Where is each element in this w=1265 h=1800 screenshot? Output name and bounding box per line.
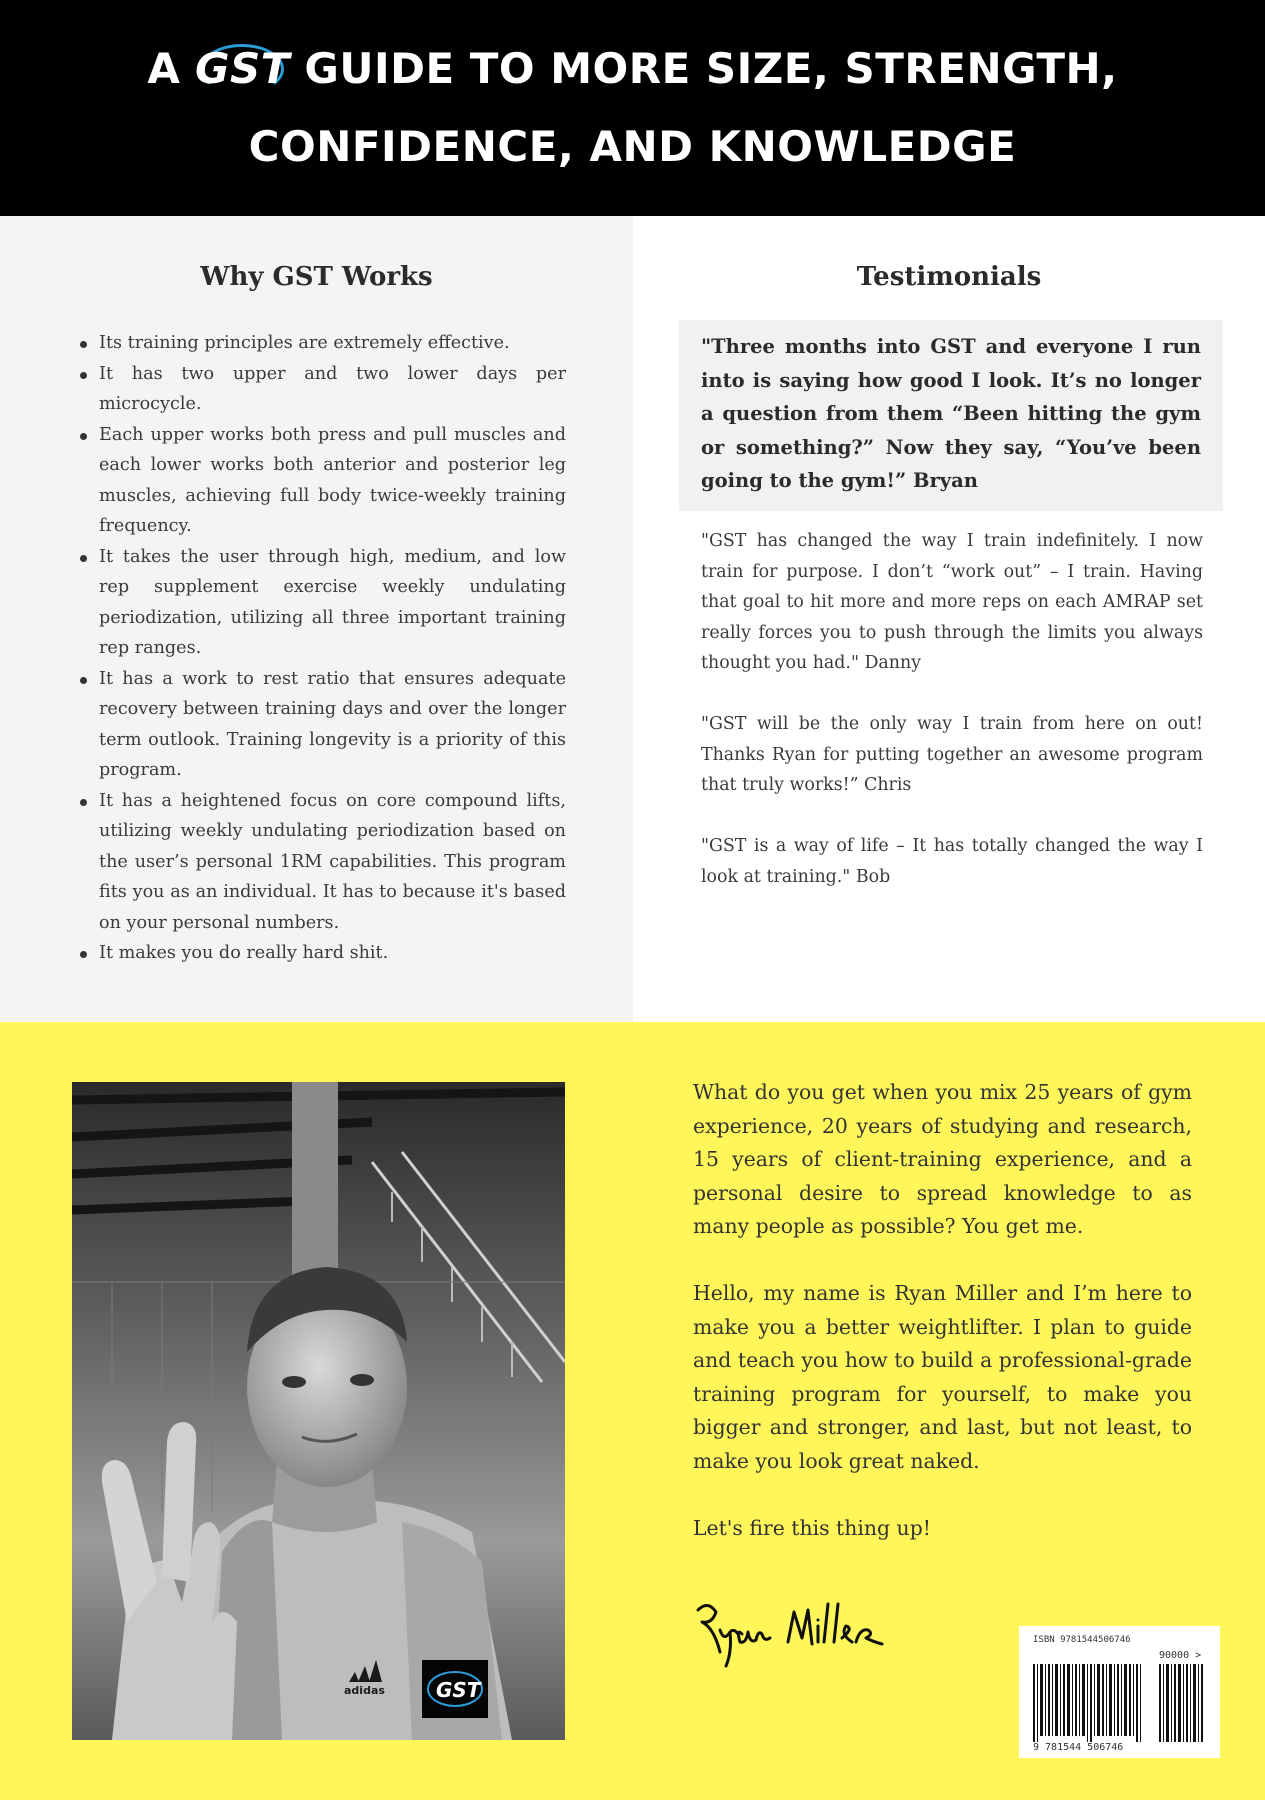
price-code: 90000 > — [1159, 1650, 1202, 1661]
author-section — [0, 1022, 1265, 1800]
testimonials-title: Testimonials — [856, 262, 1042, 292]
header-banner — [0, 0, 1265, 216]
author-signature — [690, 1582, 890, 1672]
bio-paragraph-1: What do you get when you mix 25 years of gym experience, 20 years of studying and research, 15 years of client-training experience, and a personal desire to spread knowledge to as many people as possible? You get me. — [693, 1080, 1192, 1238]
testimonial-chris: "GST will be the only way I train from here on out! Thanks Ryan for putting together an awesome program that truly works!” Chris — [701, 714, 1203, 795]
bio-paragraph-2: Hello, my name is Ryan Miller and I’m here to make you a better weightlifter. I plan to guide and teach you how to build a professional-grade training program for yourself, to make you bigger and stronger, and last, but not least, to make you look great naked. — [693, 1281, 1192, 1473]
why-item: Each upper works both press and pull muscles and each lower works both anterior and posterior leg muscles, achieving full body twice-weekly training frequency. — [76, 420, 566, 542]
gst-badge-text: GST — [436, 1678, 481, 1702]
headline-suffix: GUIDE TO MORE SIZE, STRENGTH, — [304, 44, 1118, 93]
gst-logo — [194, 40, 290, 98]
isbn-digits: 9 781544 506746 — [1033, 1742, 1124, 1753]
why-item: It has two upper and two lower days per microcycle. — [76, 359, 566, 420]
why-item: It takes the user through high, medium, and low rep supplement exercise weekly undulating periodization, utilizing all three important training rep ranges. — [76, 542, 566, 664]
why-item: It has a heightened focus on core compound lifts, utilizing weekly undulating periodization based on the user’s personal 1RM capabilities. This program fits you as an individual. It has to because it's based on your personal numbers. — [76, 786, 566, 939]
why-gst-list — [76, 328, 566, 969]
headline-line-1 — [147, 30, 1117, 108]
headline-line-2: CONFIDENCE, AND KNOWLEDGE — [248, 122, 1017, 171]
author-photo — [72, 1082, 565, 1740]
barcode-bars — [1019, 1626, 1220, 1758]
testimonial-danny: "GST has changed the way I train indefinitely. I now train for purpose. I don’t “work out” – I train. Having that goal to hit more and more reps on each AMRAP set really forces you to push through the limits you always thought you had." Danny — [701, 531, 1203, 673]
why-item: Its training principles are extremely effective. — [76, 328, 566, 359]
why-gst-title: Why GST Works — [200, 262, 433, 292]
bio-paragraph-3: Let's fire this thing up! — [693, 1515, 931, 1540]
author-photo-illustration — [72, 1082, 565, 1740]
why-item: It has a work to rest ratio that ensures adequate recovery between training days and over the longer term outlook. Training longevity is a priority of this program. — [76, 664, 566, 786]
why-item: It makes you do really hard shit. — [76, 938, 566, 969]
isbn-label: ISBN 9781544506746 — [1033, 1635, 1131, 1645]
logo-text: GST — [194, 44, 290, 93]
testimonial-bob: "GST is a way of life – It has totally changed the way I look at training." Bob — [701, 836, 1203, 887]
isbn-barcode — [1019, 1626, 1220, 1758]
testimonials-panel — [633, 216, 1265, 1022]
shirt-brand-text: adidas — [344, 1684, 385, 1697]
featured-testimonial — [679, 320, 1223, 511]
author-bio — [693, 1076, 1192, 1579]
headline-prefix: A — [147, 44, 181, 93]
why-gst-panel — [0, 216, 633, 1022]
featured-testimonial-text: "Three months into GST and everyone I run into is saying how good I look. It’s no longer a question from them “Been hitting the gym or something?” Now they say, “You’ve been going to the gym!” Bryan — [701, 335, 1201, 492]
